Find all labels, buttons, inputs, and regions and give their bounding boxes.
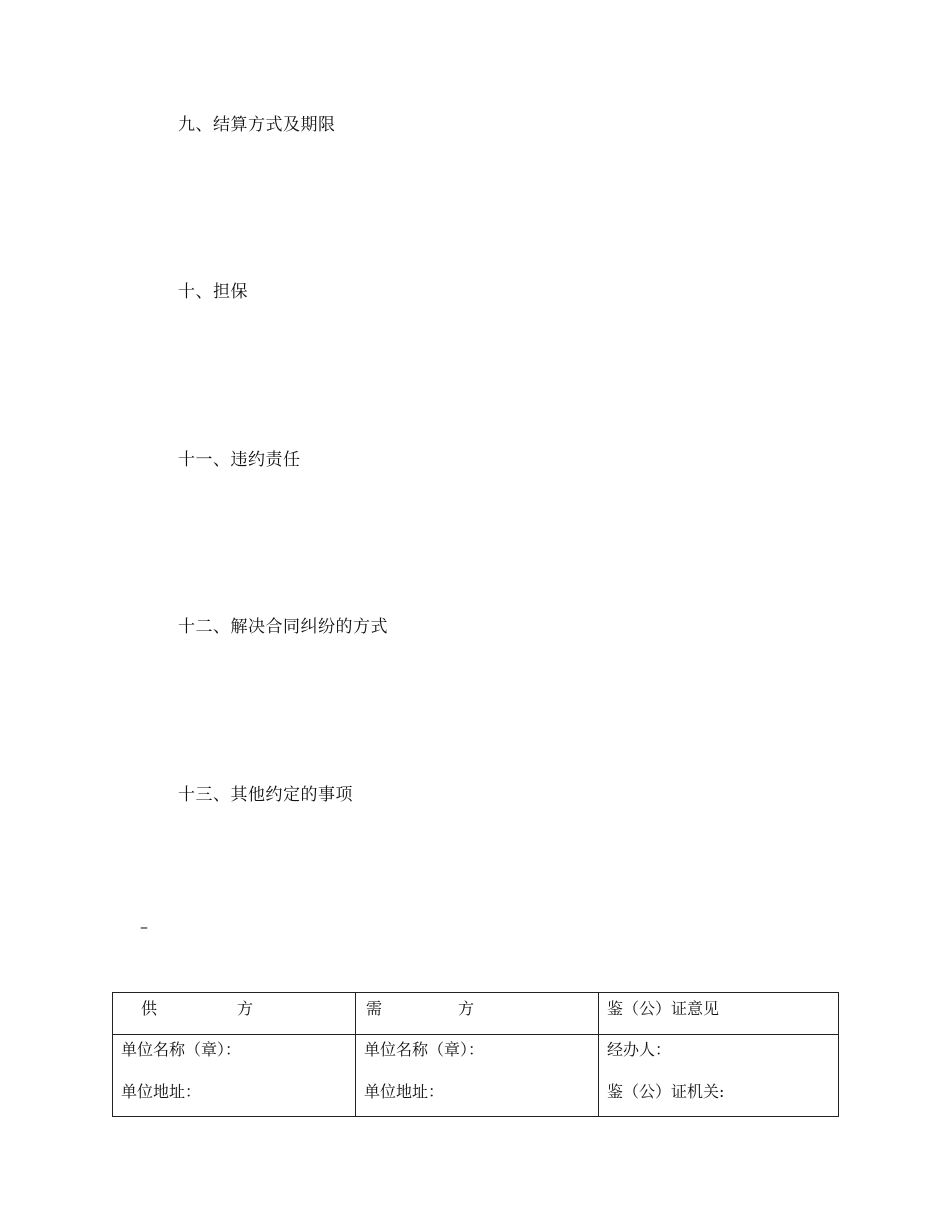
buyer-address-label: 单位地址： (364, 1082, 445, 1101)
supplier-name-label: 单位名称（章）： (121, 1040, 242, 1059)
header-notary (599, 993, 839, 1035)
supplier-address-label: 单位地址： (121, 1082, 202, 1101)
signature-table-header-row (113, 993, 839, 1035)
section-heading-breach-liability: 十一、违约责任 (178, 450, 301, 470)
header-notary-label: 鉴（公）证意见 (607, 999, 720, 1018)
section-heading-settlement: 九、结算方式及期限 (178, 115, 336, 135)
dash-mark: – (140, 917, 148, 936)
notary-cell (599, 1035, 839, 1117)
header-buyer (356, 993, 599, 1035)
header-supplier-label (121, 996, 253, 1019)
section-heading-guarantee: 十、担保 (178, 282, 248, 302)
header-buyer-char-2: 方 (457, 999, 474, 1018)
notary-authority-label: 鉴（公）证机关: (607, 1082, 725, 1101)
signature-table (112, 992, 839, 1117)
header-supplier-char-2: 方 (236, 999, 253, 1018)
buyer-cell (356, 1035, 599, 1117)
header-buyer-label (364, 996, 474, 1019)
supplier-cell (113, 1035, 356, 1117)
header-buyer-char-1: 需 (366, 999, 383, 1018)
buyer-name-label: 单位名称（章）： (364, 1040, 485, 1059)
header-supplier (113, 993, 356, 1035)
section-heading-dispute-resolution: 十二、解决合同纠纷的方式 (178, 617, 388, 637)
section-heading-other-matters: 十三、其他约定的事项 (178, 785, 353, 805)
header-supplier-char-1: 供 (141, 999, 158, 1018)
signature-table-body-row (113, 1035, 839, 1117)
notary-handler-label: 经办人： (607, 1040, 672, 1059)
